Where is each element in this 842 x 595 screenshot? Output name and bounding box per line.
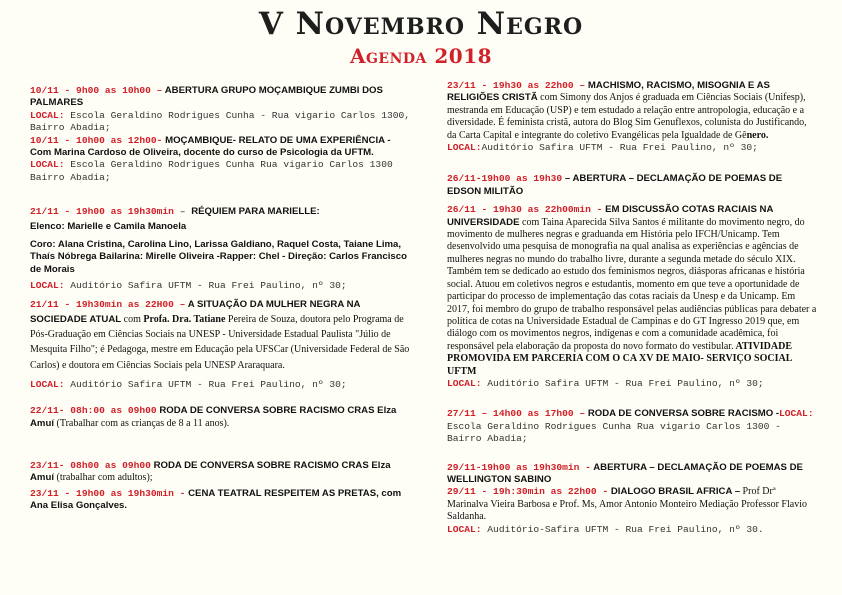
event-date: 26/11 - 19h30 as 22h00min - — [447, 204, 603, 216]
event-title: RÉQUIEM PARA MARIELLE: — [191, 206, 320, 218]
event-date: 21/11 - 19h00 as 19h30min — [30, 206, 174, 218]
event-title: A SITUAÇÃO DA MULHER NEGRA NA SOCIEDADE ATUAL — [30, 298, 361, 325]
event-date: 23/11 - 19h30 as 22h00 – — [447, 80, 586, 91]
local-text: Escola Geraldino Rodrigues Cunha Rua vigario Carlos 1300 - Bairro Abadia; — [447, 420, 781, 445]
event-cast: Elenco: Marielle e Camila Manoela — [30, 220, 187, 232]
local-text: Auditório Safira UFTM - Rua Frei Paulino, nº 30; — [64, 378, 347, 390]
event-title: MACHISMO, RACISMO, MISOGNIA E AS RELIGIÕES CRISTÃ — [447, 80, 770, 104]
local-text: Auditório Safira UFTM - Rua Frei Paulino, nº 30; — [64, 280, 347, 292]
event-title: ABERTURA GRUPO MOÇAMBIQUE ZUMBI DOS PALMARES — [30, 85, 383, 109]
right-column — [447, 80, 817, 536]
local-label: LOCAL: — [30, 280, 65, 292]
event-2911-dialogo — [447, 486, 817, 536]
event-date: 10/11 - 9h00 as 10h00 – — [30, 85, 163, 96]
event-2311-machismo — [447, 80, 817, 154]
local-text: Escola Geraldino Rodrigues Cunha Rua vigario Carlos 1300 Bairro Abadia; — [30, 159, 393, 183]
event-2111-mulher-negra — [30, 297, 412, 391]
event-speaker: Profa. Dra. Tatiane — [143, 313, 226, 325]
local-label: LOCAL: — [779, 408, 814, 420]
event-2311-roda-adultos — [30, 460, 412, 485]
event-date: 29/11 - 19h:30min as 22h00 - — [447, 486, 609, 498]
page-subtitle: Agenda 2018 — [349, 44, 493, 68]
event-description: Pereira de Souza, doutora pelo Programa de Pós-Graduação em Ciências Sociais na UNESP - Universidade Estadual Paulista "Júlio de Mesquita Filho"; é Pedagoga, mestre em Educação pela UFSCar (Universidade Federal de São Carlos) e doutora em Ciências Sociais pela UNESP Araraquara. — [30, 313, 410, 371]
local-label: LOCAL: — [447, 523, 482, 535]
event-2911-abertura — [447, 462, 817, 487]
event-title: CENA TEATRAL RESPEITEM AS PRETAS, com Ana Elisa Gonçalves. — [30, 487, 402, 512]
local-label: LOCAL: — [30, 159, 65, 171]
local-label: LOCAL: — [447, 142, 482, 154]
event-date: 27/11 – 14h00 as 17h00 – — [447, 408, 586, 420]
local-text: Escola Geraldino Rodrigues Cunha - Rua vigario Carlos 1300, Bairro Abadia; — [30, 109, 410, 134]
event-title: RODA DE CONVERSA SOBRE RACISMO - — [585, 408, 780, 420]
event-choir: Coro: Alana Cristina, Carolina Lino, Larissa Galdiano, Raquel Costa, Taiane Lima, Thaís Nóbrega Bailarina: Mirelle Oliveira -Rapper: Chel - Direção: Carlos Francisco de Morais — [30, 239, 407, 275]
event-dash: – — [173, 206, 192, 218]
event-title: MOÇAMBIQUE- RELATO DE UMA EXPERIÊNCIA - Com Marina Cardoso de Oliveira, docente do curso de Psicologia da UFTM. — [30, 134, 391, 159]
event-2111-requiem — [30, 206, 412, 292]
local-text: Auditório-Safira UFTM - Rua Frei Paulino, nº 30. — [481, 523, 764, 535]
event-1011-abertura — [30, 85, 412, 135]
local-text: Auditório Safira UFTM - Rua Frei Paulino, nº 30; — [481, 377, 764, 389]
event-title: RODA DE CONVERSA SOBRE RACISMO CRAS Elza Amuí — [30, 405, 397, 429]
event-2311-cena-teatral — [30, 488, 412, 513]
event-2611-abertura — [447, 173, 817, 198]
event-description: com Taina Aparecida Silva Santos é militante do movimento negro, do movimento de mulheres negras e graduanda em História pelo IFCH/Unicamp. Tem desenvolvido uma pesquisa de monografia na qual analisa as experiências e agências de mulheres negras no mundo do trabalho livre, durante a segunda metade do século XIX. Também tem se dedicado ao estudo dos feminismos negros, diásporas africanas e história social. Atuou em coletivos negros e estudantis, momento em que teve a oportunidade de participar do processo de implementação das cotas raciais da Unesp e da Unicamp. Em 2017, foi membro do grupo de trabalho responsável pelas audiências públicas para debater a política de cotas na Universidade Estadual de Campinas e do GT Ingresso 2019 que, em diálogo com os movimentos negros, indígenas e com a comunidade acadêmica, foi responsável pela elaboração da proposta do novo formato do vestibular. — [447, 216, 817, 352]
event-title: DIALOGO BRASIL AFRICA – — [608, 486, 741, 498]
event-2211-roda-criancas — [30, 405, 412, 430]
event-description: Prof Drª Marinalva Vieira Barbosa e Prof. Ms, Amor Antonio Monteiro Mediação Professor Flavio Saldanha. — [447, 486, 807, 523]
event-2611-cotas — [447, 204, 817, 390]
event-title: EM DISCUSSÃO COTAS RACIAIS NA UNIVERSIDADE — [447, 204, 774, 228]
event-note: (Trabalhar com as crianças de 8 a 11 anos). — [53, 417, 230, 429]
event-date: 10/11 - 10h00 as 12h00- — [30, 134, 163, 146]
page-title: V Novembro Negro — [258, 6, 584, 42]
event-title: ABERTURA – DECLAMAÇÃO DE POEMAS DE WELLINGTON SABINO — [447, 461, 803, 485]
event-date: 29/11-19h00 as 19h30min - — [447, 461, 591, 473]
event-date: 26/11-19h00 as 19h30 — [447, 173, 563, 185]
local-label: LOCAL: — [447, 377, 482, 389]
event-description: com Simony dos Anjos é graduada em Ciências Sociais (Unifesp), mestranda em Educação (USP) e tem estudado a relação entre antropologia, educação e a diversidade. É feminista cristã, autora do Blog Sim Genuflexos, colunista do Justificando, da Carta Capital e integrante do coletivo Evangélicas pela Igualdade de Gê — [447, 92, 807, 141]
event-title: RODA DE CONVERSA SOBRE RACISMO CRAS Elza Amuí — [30, 459, 391, 484]
event-date: 23/11- 08h00 as 09h00 — [30, 459, 151, 471]
event-2711-roda — [447, 408, 817, 445]
local-label: LOCAL: — [30, 109, 65, 121]
event-date: 22/11- 08h:00 as 09h00 — [30, 405, 157, 417]
left-column — [30, 80, 412, 513]
event-date: 23/11 - 19h00 as 19h30min - — [30, 487, 186, 499]
event-1011-mocambique — [30, 135, 412, 185]
local-text: Auditório Safira UFTM - Rua Frei Paulino, nº 30; — [481, 142, 758, 154]
event-date: 21/11 - 19h30min as 22H00 – — [30, 298, 186, 310]
event-description-end: nero. — [746, 129, 769, 141]
event-note: (trabalhar com adultos); — [53, 472, 153, 484]
event-title: – ABERTURA – DECLAMAÇÃO DE POEMAS DE EDSON MILITÃO — [447, 173, 783, 197]
event-activity: ATIVIDADE PROMOVIDA EM PARCERIA COM O CA XV DE MAIO- SERVIÇO SOCIAL UFTM — [447, 340, 793, 377]
local-label: LOCAL: — [30, 378, 65, 390]
event-intro: com — [121, 313, 144, 325]
